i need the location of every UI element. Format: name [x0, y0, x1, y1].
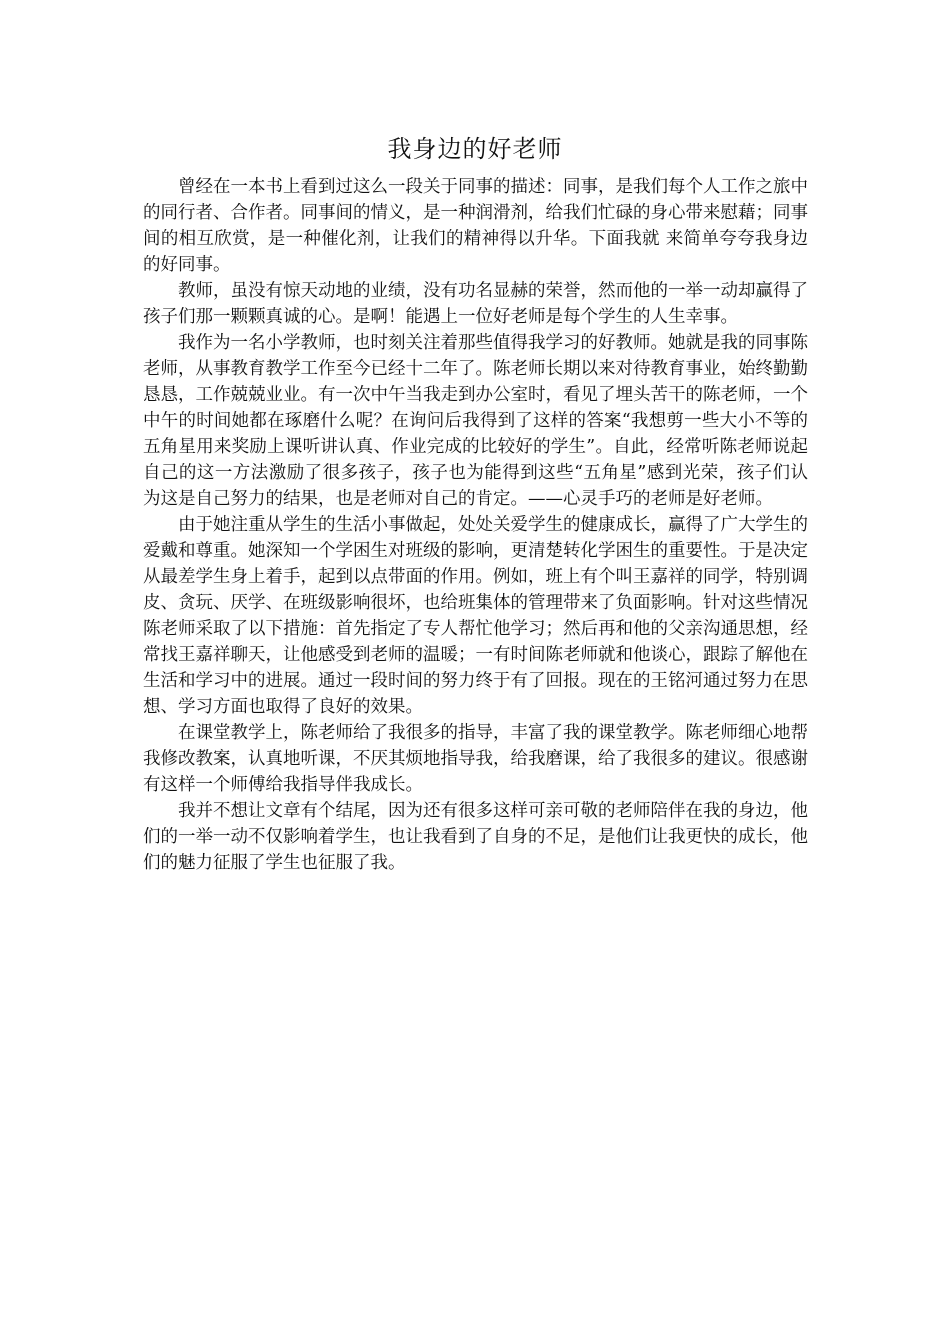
- paragraph-6: 我并不想让文章有个结尾，因为还有很多这样可亲可敬的老师陪伴在我的身边，他们的一举一动不仅影响着学生，也让我看到了自身的不足，是他们让我更快的成长，他们的魅力征服了学生也征服了我。: [143, 801, 808, 873]
- paragraph-2: 教师，虽没有惊天动地的业绩，没有功名显赫的荣誉，然而他的一举一动却赢得了孩子们那一颗颗真诚的心。是啊！能遇上一位好老师是每个学生的人生幸事。: [143, 281, 808, 327]
- document-body: [143, 174, 808, 876]
- paragraph-5: 在课堂教学上，陈老师给了我很多的指导，丰富了我的课堂教学。陈老师细心地帮我修改教案，认真地听课，不厌其烦地指导我，给我磨课，给了我很多的建议。很感谢有这样一个师傅给我指导伴我成长。: [143, 723, 808, 795]
- document-title: 我身边的好老师: [387, 135, 563, 163]
- paragraph-1: 曾经在一本书上看到过这么一段关于同事的描述：同事，是我们每个人工作之旅中的同行者、合作者。同事间的情义，是一种润滑剂，给我们忙碌的身心带来慰藉；同事间的相互欣赏，是一种催化剂，让我们的精神得以升华。下面我就 来简单夸夸我身边的好同事。: [143, 177, 808, 275]
- paragraph-3: 我作为一名小学教师，也时刻关注着那些值得我学习的好教师。她就是我的同事陈老师，从事教育教学工作至今已经十二年了。陈老师长期以来对待教育事业，始终勤勤恳恳，工作兢兢业业。有一次中午当我走到办公室时，看见了埋头苦干的陈老师，一个中午的时间她都在琢磨什么呢？在询问后我得到了这样的答案“我想剪一些大小不等的五角星用来奖励上课听讲认真、作业完成的比较好的学生”。自此，经常听陈老师说起自己的这一方法激励了很多孩子，孩子也为能得到这些“五角星”感到光荣，孩子们认为这是自己努力的结果，也是老师对自己的肯定。——心灵手巧的老师是好老师。: [143, 333, 808, 509]
- paragraph-4: 由于她注重从学生的生活小事做起，处处关爱学生的健康成长，赢得了广大学生的爱戴和尊重。她深知一个学困生对班级的影响，更清楚转化学困生的重要性。于是决定从最差学生身上着手，起到以点带面的作用。例如，班上有个叫王嘉祥的同学，特别调皮、贪玩、厌学、在班级影响很坏，也给班集体的管理带来了负面影响。针对这些情况陈老师采取了以下措施：首先指定了专人帮忙他学习；然后再和他的父亲沟通思想，经常找王嘉祥聊天，让他感受到老师的温暖；一有时间陈老师就和他谈心，跟踪了解他在生活和学习中的进展。通过一段时间的努力终于有了回报。现在的王铭河通过努力在思想、学习方面也取得了良好的效果。: [143, 515, 808, 717]
